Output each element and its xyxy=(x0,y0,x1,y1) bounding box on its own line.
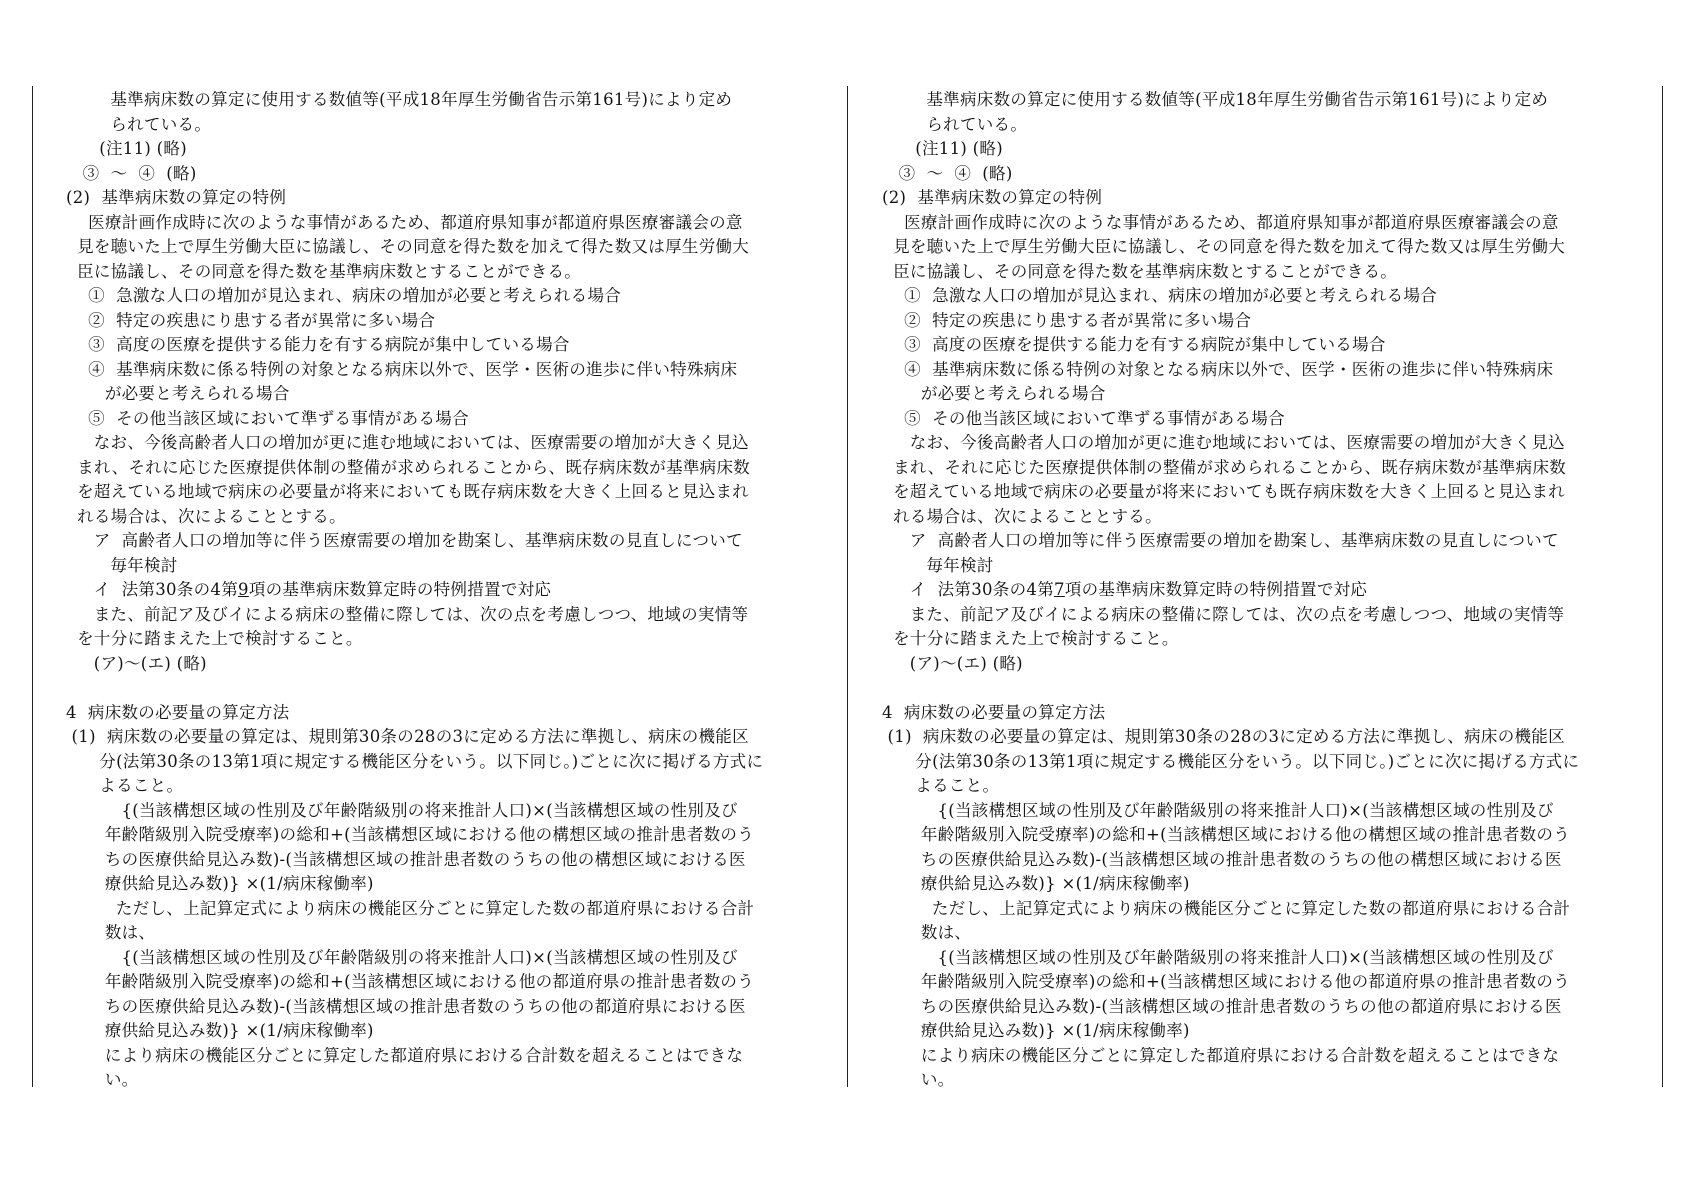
text-line xyxy=(882,995,1650,1020)
text-segment: なお、今後高齢者人口の増加が更に進む地域においては、医療需要の増加が大きく見込 xyxy=(66,433,749,452)
text-segment: を超えている地域で病床の必要量が将来においても既存病床数を大きく上回ると見込まれ xyxy=(66,482,750,501)
text-line xyxy=(66,529,834,554)
text-segment: により病床の機能区分ごとに算定した都道府県における合計数を超えることはできな xyxy=(882,1045,1560,1065)
text-line xyxy=(882,358,1650,383)
text-line xyxy=(66,578,834,603)
text-segment: 療供給見込み数)} ×(1/病床稼働率) xyxy=(66,1021,374,1040)
text-segment: 年齢階級別入院受療率)の総和+(当該構想区域における他の構想区域の推計患者数のう xyxy=(66,825,755,844)
text-segment: 年齢階級別入院受療率)の総和+(当該構想区域における他の都道府県の推計患者数のう xyxy=(882,972,1571,991)
text-line xyxy=(882,676,1650,701)
text-line xyxy=(882,652,1650,677)
text-segment: 療供給見込み数)} ×(1/病床稼働率) xyxy=(66,874,374,893)
text-line xyxy=(66,88,834,113)
text-segment: ア 高齢者人口の増加等に伴う医療需要の増加を勘案し、基準病床数の見直しについて xyxy=(882,531,1559,550)
text-segment: ③ 高度の医療を提供する能力を有する病院が集中している場合 xyxy=(66,335,570,354)
text-line xyxy=(882,872,1650,897)
text-line xyxy=(882,260,1650,285)
text-segment: れる場合は、次によることとする。 xyxy=(66,506,346,526)
text-segment: (2) 基準病床数の算定の特例 xyxy=(882,188,1103,207)
text-segment: {(当該構想区域の性別及び年齢階級別の将来推計人口)×(当該構想区域の性別及び xyxy=(66,800,738,820)
text-segment: い。 xyxy=(882,1070,955,1089)
text-segment: ⑤ その他当該区域において準ずる事情がある場合 xyxy=(66,408,469,428)
text-segment: ⑤ その他当該区域において準ずる事情がある場合 xyxy=(882,408,1285,428)
text-line xyxy=(66,603,834,628)
text-line xyxy=(66,946,834,971)
text-line xyxy=(882,946,1650,971)
text-segment: が必要と考えられる場合 xyxy=(882,384,1106,403)
text-line xyxy=(66,725,834,750)
text-line xyxy=(882,725,1650,750)
text-segment: を十分に踏まえた上で検討すること。 xyxy=(66,629,363,648)
text-line xyxy=(66,823,834,848)
text-line xyxy=(882,750,1650,775)
text-line xyxy=(882,88,1650,113)
text-segment: ③ ～ ④ (略) xyxy=(882,163,1013,183)
text-segment: 数は、 xyxy=(66,923,156,942)
text-line xyxy=(66,333,834,358)
text-line xyxy=(66,113,834,138)
text-line xyxy=(882,823,1650,848)
text-segment: まれ、それに応じた医療提供体制の整備が求められることから、既存病床数が基準病床数 xyxy=(66,457,751,477)
text-line xyxy=(882,1044,1650,1069)
table-column-divider xyxy=(847,86,848,1087)
text-segment: が必要と考えられる場合 xyxy=(66,384,290,403)
text-segment: 基準病床数の算定に使用する数値等(平成18年厚生労働省告示第161号)により定め xyxy=(882,90,1549,109)
text-line xyxy=(66,995,834,1020)
text-segment: ② 特定の疾患にり患する者が異常に多い場合 xyxy=(882,310,1252,330)
text-line xyxy=(66,284,834,309)
text-segment: ちの医療供給見込み数)-(当該構想区域の推計患者数のうちの他の構想区域における医 xyxy=(882,849,1562,869)
left-column-text xyxy=(66,88,834,1093)
text-segment: (注11) (略) xyxy=(882,139,1003,158)
text-line xyxy=(66,505,834,530)
text-line xyxy=(66,1068,834,1093)
text-line xyxy=(66,211,834,236)
text-segment: 数は、 xyxy=(882,923,972,942)
text-line xyxy=(882,137,1650,162)
text-segment: ちの医療供給見込み数)-(当該構想区域の推計患者数のうちの他の都道府県における医 xyxy=(882,996,1562,1016)
text-line xyxy=(882,211,1650,236)
text-segment: また、前記ア及びイによる病床の整備に際しては、次の点を考慮しつつ、地域の実情等 xyxy=(882,604,1565,624)
text-line xyxy=(882,921,1650,946)
text-line xyxy=(66,774,834,799)
text-segment: 医療計画作成時に次のような事情があるため、都道府県知事が都道府県医療審議会の意 xyxy=(882,212,1559,232)
table-border-left xyxy=(32,86,33,1087)
text-line xyxy=(66,970,834,995)
right-column-text xyxy=(882,88,1650,1093)
text-line xyxy=(66,480,834,505)
text-line xyxy=(66,848,834,873)
text-segment: ③ ～ ④ (略) xyxy=(66,163,197,183)
text-segment: (1) 病床数の必要量の算定は、規則第30条の28の3に定める方法に準拠し、病床の機能区 xyxy=(66,727,749,746)
text-segment: まれ、それに応じた医療提供体制の整備が求められることから、既存病床数が基準病床数 xyxy=(882,457,1567,477)
text-line xyxy=(882,284,1650,309)
text-segment: (2) 基準病床数の算定の特例 xyxy=(66,188,287,207)
text-segment: イ 法第30条の4第 xyxy=(66,580,239,599)
text-segment: 項の基準病床数算定時の特例措置で対応 xyxy=(248,580,552,599)
text-line xyxy=(66,872,834,897)
text-segment: 4 病床数の必要量の算定方法 xyxy=(66,702,290,722)
text-segment: (1) 病床数の必要量の算定は、規則第30条の28の3に定める方法に準拠し、病床の機能区 xyxy=(882,727,1565,746)
text-line xyxy=(66,750,834,775)
text-segment: {(当該構想区域の性別及び年齢階級別の将来推計人口)×(当該構想区域の性別及び xyxy=(882,800,1554,820)
text-line xyxy=(882,848,1650,873)
text-line xyxy=(66,627,834,652)
text-segment: ちの医療供給見込み数)-(当該構想区域の推計患者数のうちの他の構想区域における医 xyxy=(66,849,746,869)
text-line xyxy=(66,701,834,726)
text-segment: ④ 基準病床数に係る特例の対象となる病床以外で、医学・医術の進歩に伴い特殊病床 xyxy=(882,359,1554,379)
text-segment: 毎年検討 xyxy=(66,555,178,575)
text-segment: ③ 高度の医療を提供する能力を有する病院が集中している場合 xyxy=(882,335,1386,354)
text-line xyxy=(882,480,1650,505)
text-segment: (注11) (略) xyxy=(66,139,187,158)
text-segment: を超えている地域で病床の必要量が将来においても既存病床数を大きく上回ると見込まれ xyxy=(882,482,1566,501)
text-line xyxy=(66,1044,834,1069)
text-line xyxy=(882,554,1650,579)
text-segment: ④ 基準病床数に係る特例の対象となる病床以外で、医学・医術の進歩に伴い特殊病床 xyxy=(66,359,738,379)
underlined-number: 7 xyxy=(1054,580,1065,599)
text-line xyxy=(882,970,1650,995)
text-segment: ただし、上記算定式により病床の機能区分ごとに算定した数の都道府県における合計 xyxy=(882,898,1571,918)
text-segment: い。 xyxy=(66,1070,139,1089)
text-segment: ただし、上記算定式により病床の機能区分ごとに算定した数の都道府県における合計 xyxy=(66,898,755,918)
text-line xyxy=(882,333,1650,358)
text-segment: 年齢階級別入院受療率)の総和+(当該構想区域における他の構想区域の推計患者数のう xyxy=(882,825,1571,844)
text-line xyxy=(882,162,1650,187)
text-segment: また、前記ア及びイによる病床の整備に際しては、次の点を考慮しつつ、地域の実情等 xyxy=(66,604,749,624)
text-line xyxy=(882,186,1650,211)
text-segment: よること。 xyxy=(66,776,184,795)
text-segment: イ 法第30条の4第 xyxy=(882,580,1055,599)
text-line xyxy=(66,676,834,701)
text-segment: れる場合は、次によることとする。 xyxy=(882,506,1162,526)
text-segment: 療供給見込み数)} ×(1/病床稼働率) xyxy=(882,1021,1190,1040)
text-segment: 分(法第30条の13第1項に規定する機能区分をいう。以下同じ。)ごとに次に掲げる方式に xyxy=(882,751,1580,771)
text-line xyxy=(66,431,834,456)
text-segment: (ア)～(エ) (略) xyxy=(66,653,207,673)
text-line xyxy=(882,456,1650,481)
underlined-number: 9 xyxy=(238,580,249,599)
text-segment: 療供給見込み数)} ×(1/病床稼働率) xyxy=(882,874,1190,893)
text-segment: ① 急激な人口の増加が見込まれ、病床の増加が必要と考えられる場合 xyxy=(882,286,1438,305)
text-line xyxy=(882,113,1650,138)
text-line xyxy=(66,358,834,383)
text-line xyxy=(66,652,834,677)
text-segment: を十分に踏まえた上で検討すること。 xyxy=(882,629,1179,648)
text-line xyxy=(882,627,1650,652)
text-segment: 年齢階級別入院受療率)の総和+(当該構想区域における他の都道府県の推計患者数のう xyxy=(66,972,755,991)
text-line xyxy=(66,1019,834,1044)
text-line xyxy=(882,309,1650,334)
text-line xyxy=(882,799,1650,824)
text-line xyxy=(66,309,834,334)
text-line xyxy=(66,407,834,432)
text-segment: 見を聴いた上で厚生労働大臣に協議し、その同意を得た数を加えて得た数又は厚生労働大 xyxy=(882,237,1566,256)
text-line xyxy=(882,407,1650,432)
text-line xyxy=(882,1019,1650,1044)
text-line xyxy=(66,456,834,481)
text-line xyxy=(882,603,1650,628)
text-segment: られている。 xyxy=(882,114,1028,134)
text-line xyxy=(882,774,1650,799)
text-line xyxy=(882,529,1650,554)
text-segment: なお、今後高齢者人口の増加が更に進む地域においては、医療需要の増加が大きく見込 xyxy=(882,433,1565,452)
text-line xyxy=(882,235,1650,260)
text-line xyxy=(882,701,1650,726)
text-segment: 医療計画作成時に次のような事情があるため、都道府県知事が都道府県医療審議会の意 xyxy=(66,212,743,232)
text-line xyxy=(66,897,834,922)
text-line xyxy=(882,505,1650,530)
text-line xyxy=(882,382,1650,407)
table-border-right xyxy=(1662,86,1663,1087)
text-segment: 見を聴いた上で厚生労働大臣に協議し、その同意を得た数を加えて得た数又は厚生労働大 xyxy=(66,237,750,256)
text-line xyxy=(882,1068,1650,1093)
text-line xyxy=(66,799,834,824)
text-segment: 毎年検討 xyxy=(882,555,994,575)
text-segment: により病床の機能区分ごとに算定した都道府県における合計数を超えることはできな xyxy=(66,1045,744,1065)
text-segment: (ア)～(エ) (略) xyxy=(882,653,1023,673)
text-line xyxy=(882,578,1650,603)
text-line xyxy=(66,235,834,260)
text-segment: よること。 xyxy=(882,776,1000,795)
text-line xyxy=(66,186,834,211)
text-segment: 項の基準病床数算定時の特例措置で対応 xyxy=(1064,580,1368,599)
text-segment: 4 病床数の必要量の算定方法 xyxy=(882,702,1106,722)
text-line xyxy=(882,431,1650,456)
text-line xyxy=(66,921,834,946)
text-segment: ① 急激な人口の増加が見込まれ、病床の増加が必要と考えられる場合 xyxy=(66,286,622,305)
text-line xyxy=(66,260,834,285)
text-line xyxy=(66,554,834,579)
text-line xyxy=(882,897,1650,922)
text-line xyxy=(66,382,834,407)
text-segment: 臣に協議し、その同意を得た数を基準病床数とすることができる。 xyxy=(66,261,582,281)
text-segment: ちの医療供給見込み数)-(当該構想区域の推計患者数のうちの他の都道府県における医 xyxy=(66,996,746,1016)
text-segment: ア 高齢者人口の増加等に伴う医療需要の増加を勘案し、基準病床数の見直しについて xyxy=(66,531,743,550)
text-line xyxy=(66,137,834,162)
text-segment: 分(法第30条の13第1項に規定する機能区分をいう。以下同じ。)ごとに次に掲げる方式に xyxy=(66,751,764,771)
text-segment: ② 特定の疾患にり患する者が異常に多い場合 xyxy=(66,310,436,330)
text-line xyxy=(66,162,834,187)
text-segment: られている。 xyxy=(66,114,212,134)
text-segment: 臣に協議し、その同意を得た数を基準病床数とすることができる。 xyxy=(882,261,1398,281)
text-segment: {(当該構想区域の性別及び年齢階級別の将来推計人口)×(当該構想区域の性別及び xyxy=(66,947,738,967)
text-segment: {(当該構想区域の性別及び年齢階級別の将来推計人口)×(当該構想区域の性別及び xyxy=(882,947,1554,967)
text-segment: 基準病床数の算定に使用する数値等(平成18年厚生労働省告示第161号)により定め xyxy=(66,90,733,109)
